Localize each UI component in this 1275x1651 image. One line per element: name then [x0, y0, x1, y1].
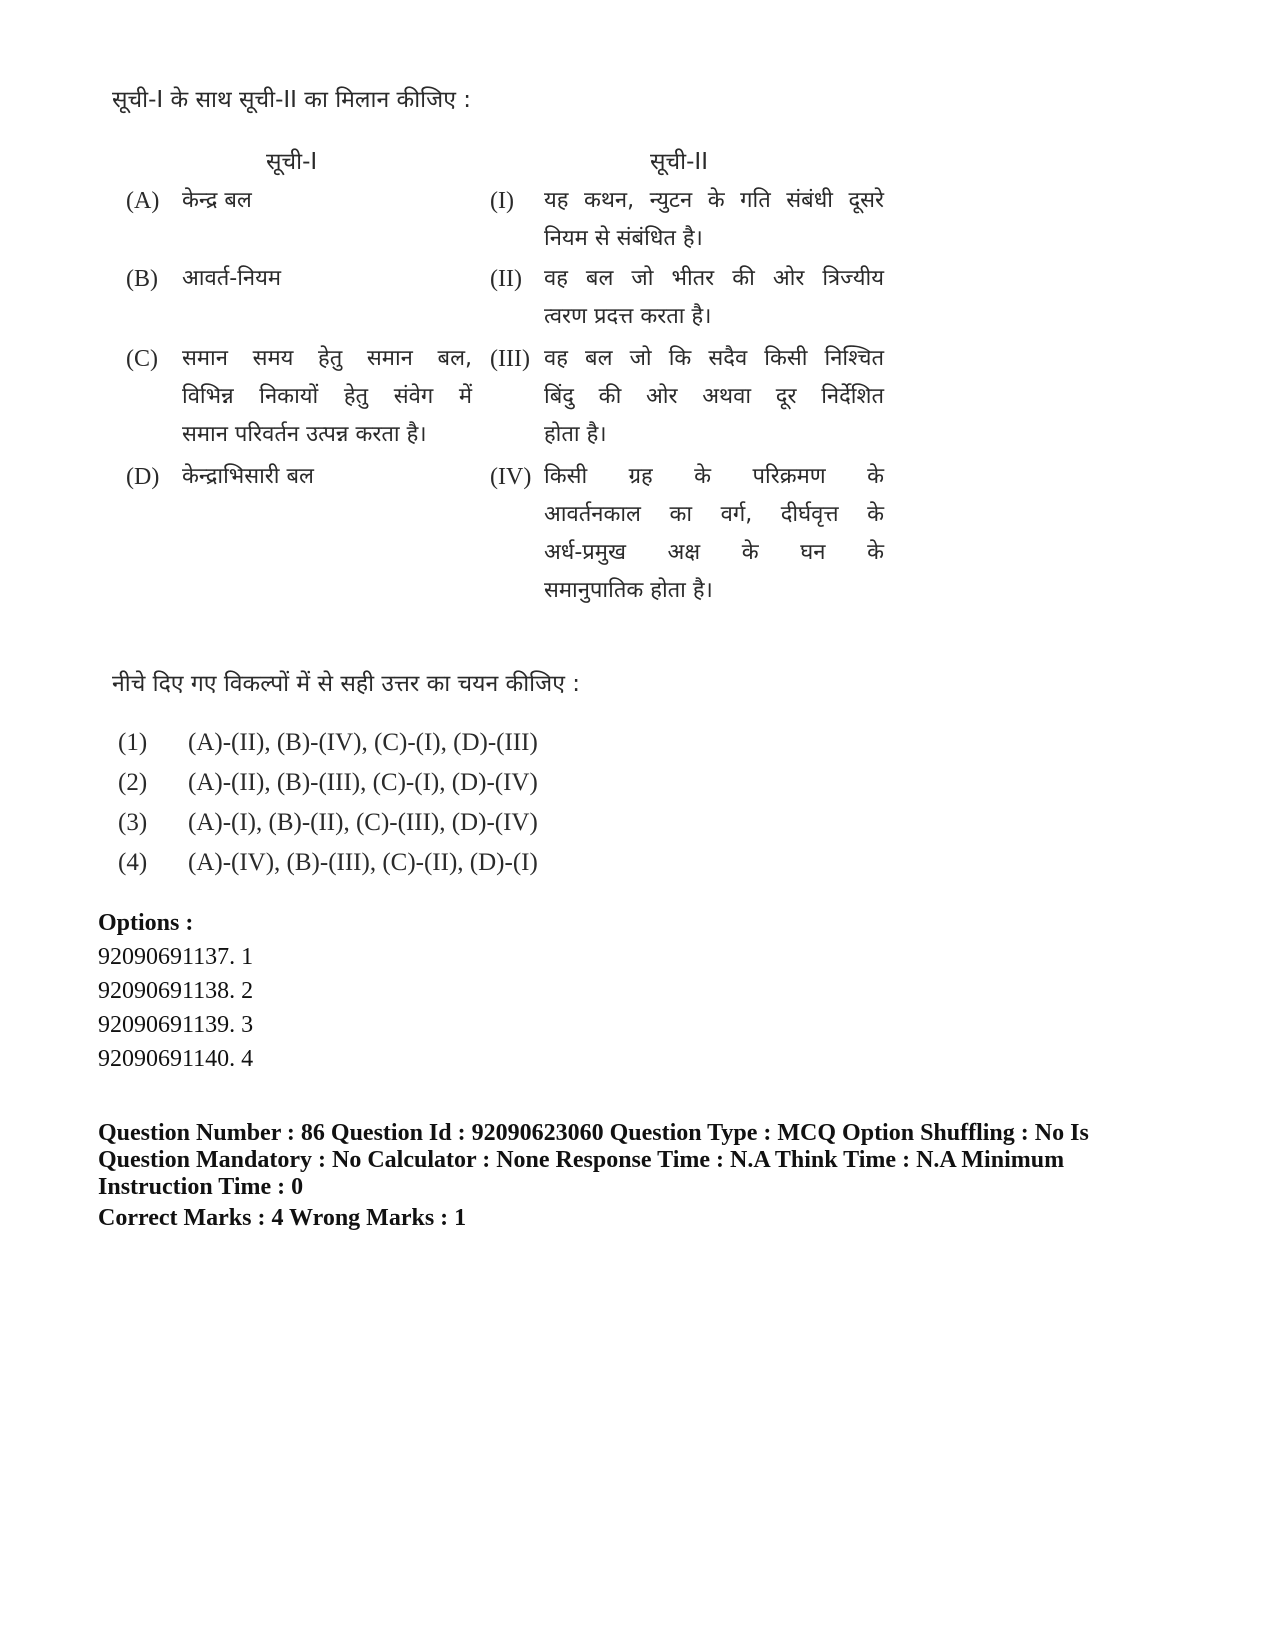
item-text-line: समान समय हेतु समान बल, — [182, 346, 472, 371]
list-2-header: सूची-II — [650, 149, 708, 175]
choice-number: (4) — [118, 849, 148, 876]
item-label: (I) — [490, 188, 514, 214]
item-text — [182, 260, 472, 298]
item-text-line: वह बल जो कि सदैव किसी निश्चित — [544, 346, 884, 371]
options-heading: Options : — [98, 910, 194, 936]
item-text — [182, 340, 472, 454]
item-text-line: विभिन्न निकायों हेतु संवेग में — [182, 384, 472, 409]
choice-number: (1) — [118, 729, 148, 756]
choice-text: (A)-(I), (B)-(II), (C)-(III), (D)-(IV) — [188, 809, 538, 836]
item-label: (D) — [126, 464, 160, 490]
item-text-line: आवर्तनकाल का वर्ग, दीर्घवृत्त के — [544, 502, 884, 527]
choice-text: (A)-(II), (B)-(III), (C)-(I), (D)-(IV) — [188, 769, 538, 796]
item-text — [182, 458, 472, 496]
option-item: 92090691138. 2 — [98, 978, 254, 1004]
item-text-line: समानुपातिक होता है। — [544, 578, 713, 603]
item-label: (A) — [126, 188, 160, 214]
item-text-line: किसी ग्रह के परिक्रमण के — [544, 464, 884, 489]
question-intro: सूची-I के साथ सूची-II का मिलान कीजिए : — [112, 87, 471, 113]
item-text-line: आवर्त-नियम — [182, 266, 282, 291]
item-text-line: वह बल जो भीतर की ओर त्रिज्यीय — [544, 266, 884, 291]
item-text — [544, 182, 884, 258]
choice-number: (2) — [118, 769, 148, 796]
item-label: (C) — [126, 346, 158, 372]
options-block — [98, 906, 253, 1076]
item-text-line: समान परिवर्तन उत्पन्न करता है। — [182, 422, 427, 447]
choice-number: (3) — [118, 809, 148, 836]
item-label: (IV) — [490, 464, 532, 490]
question-info-block — [98, 1120, 1218, 1201]
item-text-line: अर्ध-प्रमुख अक्ष के घन के — [544, 540, 884, 565]
item-text — [182, 182, 472, 220]
item-text — [544, 458, 884, 610]
option-item: 92090691137. 1 — [98, 944, 254, 970]
choice-text: (A)-(II), (B)-(IV), (C)-(I), (D)-(III) — [188, 729, 538, 756]
list-1-header: सूची-I — [266, 149, 318, 175]
option-item: 92090691139. 3 — [98, 1012, 254, 1038]
item-text-line: नियम से संबंधित है। — [544, 226, 703, 251]
choice-text: (A)-(IV), (B)-(III), (C)-(II), (D)-(I) — [188, 849, 538, 876]
item-text — [544, 340, 884, 454]
marks-info — [98, 1205, 466, 1232]
item-text-line: होता है। — [544, 422, 607, 447]
question-info-line: Instruction Time : 0 — [98, 1174, 304, 1200]
item-text-line: त्वरण प्रदत्त करता है। — [544, 304, 712, 329]
item-text-line: केन्द्राभिसारी बल — [182, 464, 314, 489]
answer-instruction: नीचे दिए गए विकल्पों में से सही उत्तर का चयन कीजिए : — [112, 671, 580, 697]
item-label: (B) — [126, 266, 158, 292]
question-info-line: Question Number : 86 Question Id : 92090623060 Question Type : MCQ Option Shuffling : No Is — [98, 1120, 1089, 1146]
question-info-line: Question Mandatory : No Calculator : None Response Time : N.A Think Time : N.A Minimum — [98, 1147, 1065, 1173]
item-text-line: बिंदु की ओर अथवा दूर निर्देशित — [544, 384, 884, 409]
marks-text: Correct Marks : 4 Wrong Marks : 1 — [98, 1205, 467, 1231]
item-text-line: केन्द्र बल — [182, 188, 252, 213]
item-label: (III) — [490, 346, 530, 372]
item-label: (II) — [490, 266, 522, 292]
option-item: 92090691140. 4 — [98, 1046, 254, 1072]
item-text — [544, 260, 884, 336]
item-text-line: यह कथन, न्युटन के गति संबंधी दूसरे — [544, 188, 884, 213]
